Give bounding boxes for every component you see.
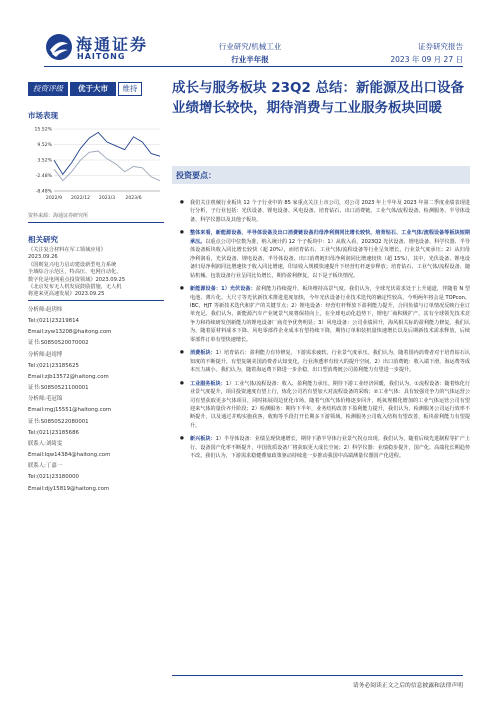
report-industry-block <box>190 40 310 66</box>
x-tick-label: 2022/9 <box>45 196 63 201</box>
header-divider <box>44 66 463 67</box>
related-item[interactable]: 《国则复兴电力启动建设新型电力系统 <box>28 261 117 268</box>
report-category-block <box>390 40 463 66</box>
haitong-logo-icon <box>44 32 74 62</box>
report-date: 2023 年 09 月 27 日 <box>390 55 463 64</box>
analyst-tel: Tel:(021)23180000 <box>28 474 79 481</box>
y-tick-label: -8.48% <box>35 189 52 195</box>
bullet-item <box>180 199 470 224</box>
line-chart <box>28 125 164 205</box>
divider <box>28 300 164 301</box>
investment-rating <box>28 82 142 96</box>
divider <box>28 222 164 223</box>
bullet-lead: 整体来看，新能源设备、半导体设备及出口消费链设备归母净利润同比增长较快，培育钻石、工业气体/流程设备等板块短期承压。 <box>190 230 470 245</box>
analyst-tel: Tel:(021)23185625 <box>28 362 79 369</box>
analyst-email[interactable]: Email:zyw13208@haitong.com <box>28 329 112 336</box>
bullet-item <box>180 229 470 280</box>
series-line <box>54 151 160 181</box>
analyst-email[interactable]: Email:mgj15551@haitong.com <box>28 407 112 414</box>
analyst-cert: 证书:S0850520070002 <box>28 340 89 347</box>
key-points-header <box>172 166 470 184</box>
rating-label: 投资评级 <box>28 82 68 96</box>
analyst-name: 分析师:赵玥炜 <box>28 307 63 313</box>
x-tick-label: 2023/6 <box>125 196 142 201</box>
analyst-cert: 证书:S0850522080001 <box>28 418 89 425</box>
key-points-label: 投资要点： <box>176 171 216 180</box>
footer-divider <box>172 675 463 676</box>
logo-english-text: HAITONG <box>77 52 126 61</box>
analyst-name: 联系人:刘绮雯 <box>28 440 63 447</box>
market-performance-chart <box>28 125 164 205</box>
market-performance-title: 市场表现 <box>28 111 58 120</box>
analyst-contacts <box>28 305 168 495</box>
report-title: 成长与服务板块 23Q2 总结：新能源及出口设备业绩增长较快，期待消费与工业服务板块回暖 <box>172 80 465 116</box>
bullet-lead: 新兴板块： <box>190 436 216 443</box>
rating-value: 优于大市 <box>70 82 116 96</box>
related-item: 2023.09.26 <box>28 254 58 261</box>
key-points-body <box>180 199 470 466</box>
report-type-label: 行业半年报 <box>231 55 269 64</box>
x-tick-label: 2022/12 <box>70 196 91 201</box>
logo-chinese-text: 海通证券 <box>76 35 149 54</box>
chart-source: 资料来源：海通证券研究所 <box>28 213 89 219</box>
bullet-text: 1）培育钻石：盈利能力有待修复，下游需求疲软、行业景气度承压。我们认为，随着国内消费者对于培育钻石认知度的不断提升，有望复制美国消费者认知变化，行业渗透率有较大的提升空间。2）出口消费链：收入端下滑，海运费等成本压力减小。我们认为，随着海运费下降进一步企稳，出口型消费链公司盈利能力有望进一步提升。 <box>190 350 470 374</box>
related-research-title: 相关研究 <box>28 235 58 244</box>
y-tick-label: -2.48% <box>35 174 52 180</box>
series-line <box>54 132 160 174</box>
bullet-text: 我们关注机械行业板块 12 个子行业中的 85 家重点关注上市公司，对公司 2023 年上半年及 2023 年第二季度业绩表现进行分析，子行业包括：光伏设备、锂电设备、风电设备、培育钻石、出口消费链、工业气体/流程设备、检测服务、半导体设备、科学仪器以及其他子板块。 <box>190 200 470 223</box>
analyst-email[interactable]: Email:lqw14384@haitong.com <box>28 452 111 459</box>
y-tick-label: 9.52% <box>37 143 52 149</box>
category-label: 证券研究报告 <box>418 42 463 51</box>
y-tick-label: 3.52% <box>37 158 52 164</box>
related-research-list <box>28 247 168 299</box>
footer-disclaimer: 请务必阅读正文之后的信息披露和法律声明 <box>352 683 463 689</box>
bullet-lead: 工业服务板块： <box>190 380 226 387</box>
bullet-lead: 新能源设备：1）光伏设备： <box>190 286 256 293</box>
bullet-text: 盈利能力持续提升，板块维持高景气度。我们认为，全球光伏需求处于上升通道，伴随着 N 型电池、薄片化、大尺寸等光伏新技术推进进度加快，今年光伏设备行业技术迭代的确定性较高，今明两年将会是 TOPcon、IBC、HJT 等新技术迭代和扩产的关键节点；2）锂电设备：经营杠杆释放下盈利能力提升，合同负债与订单情况反映行业订单充足。我们认为，新能源汽车产业链景气度将保持向上，在全球电动化趋势下，锂电厂商积极扩产，其有全球领先技术竞争力和持续研发创新能力的锂电设备厂商竞争优势明显；3）风电设备：公司业绩回升，海风相关标的盈利能力修复。我们认为，随着原材料成本下降、风电零部件企业成本有望持续下降，期待订单和装机量快速增长以及后期新技术需求释放，后续零部件订单有望快速增长。 <box>190 286 470 343</box>
analyst-cert: 证书:S0850521100001 <box>28 385 89 392</box>
bullet-text: 1）半导体设备：业绩呈现快速增长，期待下游半导体行业景气拐点出现。我们认为，随着后续先进制程等扩产上行、设备国产化率不断提升，中国优质设备厂将获取更大成长空间；2）科学仪器：业绩稳步提升，国产化、高端化长期趋势不改。我们认为，下游需求稳健叠加政策驱动持续进一步推动我国中高端测量仪器国产化进程。 <box>190 436 470 460</box>
analyst-tel: Tel:(021)23185686 <box>28 429 79 436</box>
bullet-item <box>180 285 470 344</box>
analyst-tel: Tel:(021)23219814 <box>28 318 79 325</box>
analyst-name: 联系人:丁嘉一 <box>28 463 63 470</box>
haitong-logo <box>44 30 158 64</box>
bullet-text: 以重点公司中位数为准，纳入统计的 12 个子板块中：1）从收入看，2023Q2 光伏设备、锂电设备、科学仪器、半导体设备板块收入同比增长较快（超 20%），而培育钻石、工业气体/流程设备等行业呈负增长，行业景气度承压；2）从归母净利润看，光伏设备、锂电设备、半导体设备、出口消费链归母净利润同比增速较快（超 15%），其中，光伏设备、锂电设备归母净利润同比增速快于收入同比增速，印证收入规模快速提升下经营杠杆逐步释放；培育钻石、工业气体/流程设备、随钻机械、包装设备行业呈同比负增长，期待盈利修复，以下是子板块情况。 <box>190 238 470 279</box>
analyst-name: 分析师:毛冠锦 <box>28 396 63 403</box>
related-item[interactable]: 《北京发布无人机发展鼓励措施，无人机 <box>28 284 122 291</box>
related-item[interactable]: 数字化是电网重点投资领域》2023.09.25 <box>28 276 126 283</box>
rating-status: 维持 <box>118 82 142 96</box>
related-item[interactable]: 全域综合示范区，特高压、电网自动化、 <box>28 269 122 276</box>
analyst-email[interactable]: Email:djy15819@haitong.com <box>28 485 110 492</box>
x-tick-label: 2023/3 <box>98 196 116 201</box>
related-item[interactable]: 将迎来更高速发展》2023.09.25 <box>28 291 105 298</box>
bullet-item <box>180 380 470 431</box>
bullet-lead: 消费板块： <box>190 350 216 357</box>
bullet-text: 1）工业气体/流程设备：收入、盈利能力承压。期待下游工业经济回暖，我们认为，①流程设备：随着炼化行业景气度提升，项目投资速度有望上行，炼化公司若有望加大对流程设备的采购；②工业气体：具有较强竞争力的气体运营公司有望获取更多气体项目，同时拓展周边优化市场，随着气体气体价格逐步回升，耗氧规模化增加的工业气体运营公司有望迎来气体的量价齐升阶段；2）检测服务：期待下半年，业务结构改善下盈利能力提升，我们认为，检测服务公司运行效率不断提升，以及通过并购实施获客，收购等手段打开长期多下游领域，检测服务公司收入结构有望改善，板块盈利能力有望提升。 <box>190 380 470 429</box>
bullet-item <box>180 349 470 374</box>
related-item[interactable]: 《关注复合材料在军工领域应用》 <box>28 247 106 253</box>
y-tick-label: 15.52% <box>34 127 52 133</box>
bullet-item <box>180 435 470 460</box>
industry-label: 行业研究/机械工业 <box>218 42 282 51</box>
analyst-name: 分析师:赵靖博 <box>28 351 63 358</box>
analyst-email[interactable]: Email:zjb13572@haitong.com <box>28 373 109 380</box>
